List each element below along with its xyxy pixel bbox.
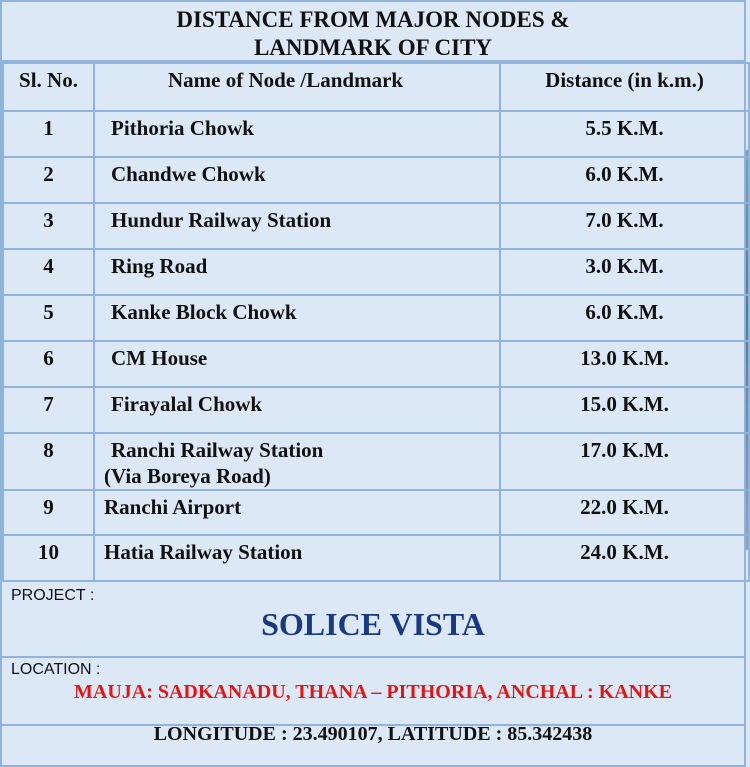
row-sl: 2 xyxy=(3,157,94,203)
row-name: CM House xyxy=(94,341,500,387)
table-row xyxy=(3,490,749,535)
row-name-subline: (Via Boreya Road) xyxy=(104,464,271,488)
row-distance: 5.5 K.M. xyxy=(500,111,749,157)
row-sl: 10 xyxy=(3,535,94,581)
coordinates-text: LONGITUDE : 23.490107, LATITUDE : 85.342438 xyxy=(153,723,593,745)
location-label: LOCATION : xyxy=(11,661,101,678)
row-sl: 4 xyxy=(3,249,94,295)
row-name: Ranchi Airport xyxy=(94,490,500,535)
location-section xyxy=(2,658,744,726)
row-distance: 22.0 K.M. xyxy=(500,490,749,535)
row-distance: 6.0 K.M. xyxy=(500,295,749,341)
row-distance: 3.0 K.M. xyxy=(500,249,749,295)
table-row xyxy=(3,249,749,295)
distance-table xyxy=(2,62,750,582)
title-line-2: LANDMARK OF CITY xyxy=(253,35,493,60)
row-sl: 9 xyxy=(3,490,94,535)
row-name: Hundur Railway Station xyxy=(94,203,500,249)
row-distance: 24.0 K.M. xyxy=(500,535,749,581)
row-sl: 8 xyxy=(3,433,94,490)
sheet-title xyxy=(2,2,744,62)
row-sl: 6 xyxy=(3,341,94,387)
table-row xyxy=(3,111,749,157)
table-row xyxy=(3,433,749,490)
row-name-cell xyxy=(94,433,500,490)
row-distance: 6.0 K.M. xyxy=(500,157,749,203)
row-sl: 7 xyxy=(3,387,94,433)
row-distance: 7.0 K.M. xyxy=(500,203,749,249)
row-distance: 13.0 K.M. xyxy=(500,341,749,387)
row-name: Ranchi Railway Station xyxy=(111,438,324,462)
project-label: PROJECT : xyxy=(11,587,95,604)
table-row xyxy=(3,203,749,249)
row-name: Kanke Block Chowk xyxy=(94,295,500,341)
row-distance: 15.0 K.M. xyxy=(500,387,749,433)
header-sl-no: Sl. No. xyxy=(3,63,94,111)
location-text: MAUJA: SADKANADU, THANA – PITHORIA, ANCHAL : KANKE xyxy=(74,681,672,703)
row-sl: 5 xyxy=(3,295,94,341)
table-header-row xyxy=(3,63,749,111)
row-sl: 3 xyxy=(3,203,94,249)
row-name: Ring Road xyxy=(94,249,500,295)
row-sl: 1 xyxy=(3,111,94,157)
row-distance: 17.0 K.M. xyxy=(500,433,749,490)
table-row xyxy=(3,157,749,203)
header-name: Name of Node /Landmark xyxy=(94,63,500,111)
table-row xyxy=(3,387,749,433)
header-distance: Distance (in k.m.) xyxy=(500,63,749,111)
project-name: SOLICE VISTA xyxy=(261,606,485,642)
title-line-1: DISTANCE FROM MAJOR NODES & xyxy=(176,7,570,32)
project-section xyxy=(2,582,744,658)
table-row xyxy=(3,535,749,581)
table-row xyxy=(3,341,749,387)
row-name: Chandwe Chowk xyxy=(94,157,500,203)
table-row xyxy=(3,295,749,341)
row-name: Hatia Railway Station xyxy=(94,535,500,581)
row-name: Pithoria Chowk xyxy=(94,111,500,157)
row-name: Firayalal Chowk xyxy=(94,387,500,433)
